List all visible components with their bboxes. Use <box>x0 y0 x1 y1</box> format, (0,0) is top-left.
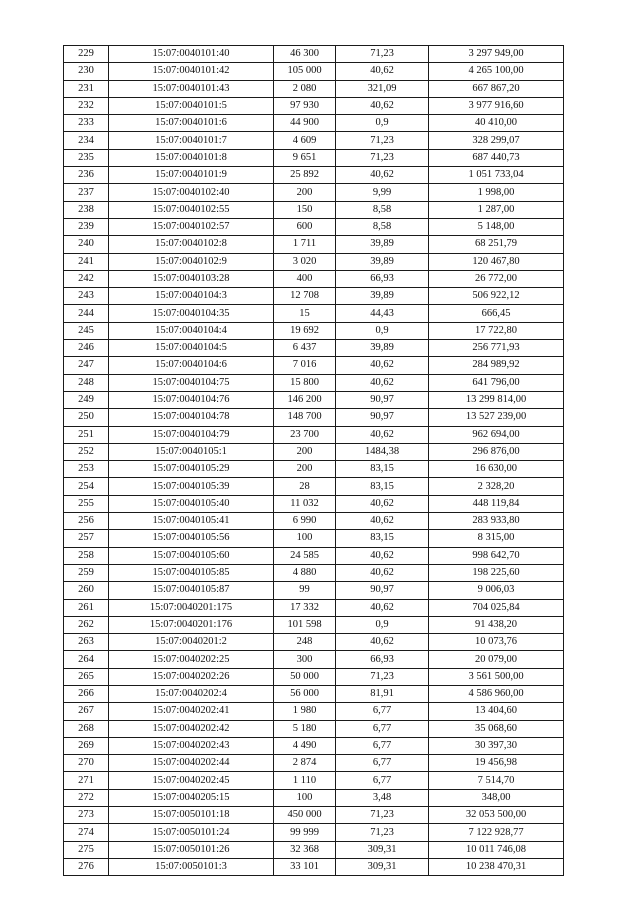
value-cell: 13 299 814,00 <box>429 391 564 408</box>
area-cell: 150 <box>274 201 336 218</box>
area-cell: 4 609 <box>274 132 336 149</box>
area-cell: 5 180 <box>274 720 336 737</box>
row-number-cell: 274 <box>64 824 109 841</box>
value-cell: 687 440,73 <box>429 149 564 166</box>
value-cell: 448 119,84 <box>429 495 564 512</box>
cadastral-number-cell: 15:07:0040101:5 <box>109 97 274 114</box>
value-cell: 17 722,80 <box>429 322 564 339</box>
cadastral-number-cell: 15:07:0040102:40 <box>109 184 274 201</box>
value-cell: 1 998,00 <box>429 184 564 201</box>
row-number-cell: 253 <box>64 461 109 478</box>
table-row <box>64 685 564 702</box>
table-row <box>64 288 564 305</box>
area-cell: 6 437 <box>274 340 336 357</box>
table-row <box>64 97 564 114</box>
rate-cell: 71,23 <box>336 824 429 841</box>
row-number-cell: 232 <box>64 97 109 114</box>
table-row <box>64 357 564 374</box>
table-row <box>64 858 564 875</box>
rate-cell: 9,99 <box>336 184 429 201</box>
cadastral-number-cell: 15:07:0040104:5 <box>109 340 274 357</box>
rate-cell: 8,58 <box>336 201 429 218</box>
table-row <box>64 391 564 408</box>
cadastral-number-cell: 15:07:0050101:18 <box>109 807 274 824</box>
value-cell: 30 397,30 <box>429 737 564 754</box>
row-number-cell: 262 <box>64 616 109 633</box>
area-cell: 1 711 <box>274 236 336 253</box>
rate-cell: 39,89 <box>336 236 429 253</box>
row-number-cell: 235 <box>64 149 109 166</box>
rate-cell: 0,9 <box>336 616 429 633</box>
row-number-cell: 237 <box>64 184 109 201</box>
rate-cell: 71,23 <box>336 807 429 824</box>
row-number-cell: 267 <box>64 703 109 720</box>
value-cell: 19 456,98 <box>429 755 564 772</box>
table-row <box>64 478 564 495</box>
area-cell: 28 <box>274 478 336 495</box>
value-cell: 962 694,00 <box>429 426 564 443</box>
table-row <box>64 236 564 253</box>
area-cell: 99 <box>274 582 336 599</box>
cadastral-value-table <box>63 45 564 876</box>
row-number-cell: 233 <box>64 115 109 132</box>
rate-cell: 71,23 <box>336 668 429 685</box>
cadastral-number-cell: 15:07:0040104:6 <box>109 357 274 374</box>
area-cell: 7 016 <box>274 357 336 374</box>
row-number-cell: 241 <box>64 253 109 270</box>
area-cell: 24 585 <box>274 547 336 564</box>
rate-cell: 39,89 <box>336 253 429 270</box>
row-number-cell: 244 <box>64 305 109 322</box>
cadastral-number-cell: 15:07:0040105:87 <box>109 582 274 599</box>
value-cell: 35 068,60 <box>429 720 564 737</box>
table-row <box>64 547 564 564</box>
rate-cell: 44,43 <box>336 305 429 322</box>
table-row <box>64 513 564 530</box>
cadastral-number-cell: 15:07:0040101:8 <box>109 149 274 166</box>
rate-cell: 6,77 <box>336 755 429 772</box>
value-cell: 348,00 <box>429 789 564 806</box>
cadastral-number-cell: 15:07:0050101:3 <box>109 858 274 875</box>
value-cell: 32 053 500,00 <box>429 807 564 824</box>
table-row <box>64 530 564 547</box>
row-number-cell: 255 <box>64 495 109 512</box>
cadastral-number-cell: 15:07:0040202:43 <box>109 737 274 754</box>
table-row <box>64 772 564 789</box>
table-row <box>64 46 564 63</box>
rate-cell: 40,62 <box>336 167 429 184</box>
rate-cell: 40,62 <box>336 599 429 616</box>
area-cell: 101 598 <box>274 616 336 633</box>
table-row <box>64 132 564 149</box>
area-cell: 1 110 <box>274 772 336 789</box>
area-cell: 600 <box>274 218 336 235</box>
rate-cell: 6,77 <box>336 737 429 754</box>
value-cell: 506 922,12 <box>429 288 564 305</box>
rate-cell: 90,97 <box>336 409 429 426</box>
row-number-cell: 246 <box>64 340 109 357</box>
cadastral-number-cell: 15:07:0040104:76 <box>109 391 274 408</box>
row-number-cell: 230 <box>64 63 109 80</box>
value-cell: 91 438,20 <box>429 616 564 633</box>
area-cell: 200 <box>274 461 336 478</box>
area-cell: 15 <box>274 305 336 322</box>
cadastral-number-cell: 15:07:0040103:28 <box>109 270 274 287</box>
cadastral-number-cell: 15:07:0040105:1 <box>109 443 274 460</box>
value-cell: 5 148,00 <box>429 218 564 235</box>
row-number-cell: 266 <box>64 685 109 702</box>
area-cell: 2 874 <box>274 755 336 772</box>
rate-cell: 81,91 <box>336 685 429 702</box>
cadastral-number-cell: 15:07:0040104:75 <box>109 374 274 391</box>
value-cell: 256 771,93 <box>429 340 564 357</box>
area-cell: 4 490 <box>274 737 336 754</box>
value-cell: 2 328,20 <box>429 478 564 495</box>
rate-cell: 6,77 <box>336 720 429 737</box>
table-row <box>64 582 564 599</box>
rate-cell: 3,48 <box>336 789 429 806</box>
table-row <box>64 115 564 132</box>
rate-cell: 6,77 <box>336 772 429 789</box>
table-row <box>64 616 564 633</box>
value-cell: 284 989,92 <box>429 357 564 374</box>
area-cell: 300 <box>274 651 336 668</box>
rate-cell: 321,09 <box>336 80 429 97</box>
value-cell: 20 079,00 <box>429 651 564 668</box>
area-cell: 450 000 <box>274 807 336 824</box>
row-number-cell: 259 <box>64 564 109 581</box>
row-number-cell: 269 <box>64 737 109 754</box>
rate-cell: 66,93 <box>336 270 429 287</box>
cadastral-number-cell: 15:07:0040104:3 <box>109 288 274 305</box>
row-number-cell: 254 <box>64 478 109 495</box>
value-cell: 704 025,84 <box>429 599 564 616</box>
table-row <box>64 495 564 512</box>
area-cell: 32 368 <box>274 841 336 858</box>
rate-cell: 309,31 <box>336 841 429 858</box>
table-row <box>64 63 564 80</box>
value-cell: 3 561 500,00 <box>429 668 564 685</box>
row-number-cell: 247 <box>64 357 109 374</box>
cadastral-number-cell: 15:07:0040202:26 <box>109 668 274 685</box>
rate-cell: 40,62 <box>336 564 429 581</box>
rate-cell: 309,31 <box>336 858 429 875</box>
row-number-cell: 238 <box>64 201 109 218</box>
value-cell: 16 630,00 <box>429 461 564 478</box>
table-row <box>64 789 564 806</box>
rate-cell: 40,62 <box>336 513 429 530</box>
table-row <box>64 218 564 235</box>
cadastral-number-cell: 15:07:0040101:9 <box>109 167 274 184</box>
table-row <box>64 807 564 824</box>
area-cell: 9 651 <box>274 149 336 166</box>
rate-cell: 90,97 <box>336 391 429 408</box>
table-row <box>64 737 564 754</box>
area-cell: 25 892 <box>274 167 336 184</box>
table-row <box>64 564 564 581</box>
rate-cell: 40,62 <box>336 63 429 80</box>
cadastral-number-cell: 15:07:0050101:24 <box>109 824 274 841</box>
rate-cell: 40,62 <box>336 547 429 564</box>
row-number-cell: 249 <box>64 391 109 408</box>
table-row <box>64 305 564 322</box>
value-cell: 120 467,80 <box>429 253 564 270</box>
cadastral-number-cell: 15:07:0040205:15 <box>109 789 274 806</box>
rate-cell: 40,62 <box>336 634 429 651</box>
cadastral-number-cell: 15:07:0040202:42 <box>109 720 274 737</box>
value-cell: 1 051 733,04 <box>429 167 564 184</box>
row-number-cell: 276 <box>64 858 109 875</box>
value-cell: 10 073,76 <box>429 634 564 651</box>
cadastral-number-cell: 15:07:0040201:176 <box>109 616 274 633</box>
cadastral-number-cell: 15:07:0040104:79 <box>109 426 274 443</box>
value-cell: 1 287,00 <box>429 201 564 218</box>
row-number-cell: 250 <box>64 409 109 426</box>
row-number-cell: 268 <box>64 720 109 737</box>
row-number-cell: 271 <box>64 772 109 789</box>
row-number-cell: 236 <box>64 167 109 184</box>
cadastral-number-cell: 15:07:0040201:175 <box>109 599 274 616</box>
cadastral-number-cell: 15:07:0040105:60 <box>109 547 274 564</box>
table-row <box>64 703 564 720</box>
cadastral-number-cell: 15:07:0040202:41 <box>109 703 274 720</box>
rate-cell: 8,58 <box>336 218 429 235</box>
area-cell: 105 000 <box>274 63 336 80</box>
table-row <box>64 201 564 218</box>
cadastral-number-cell: 15:07:0040202:4 <box>109 685 274 702</box>
cadastral-number-cell: 15:07:0040102:55 <box>109 201 274 218</box>
row-number-cell: 256 <box>64 513 109 530</box>
cadastral-number-cell: 15:07:0040105:39 <box>109 478 274 495</box>
row-number-cell: 264 <box>64 651 109 668</box>
value-cell: 3 977 916,60 <box>429 97 564 114</box>
rate-cell: 71,23 <box>336 132 429 149</box>
rate-cell: 40,62 <box>336 374 429 391</box>
rate-cell: 40,62 <box>336 97 429 114</box>
value-cell: 296 876,00 <box>429 443 564 460</box>
table-row <box>64 755 564 772</box>
rate-cell: 39,89 <box>336 288 429 305</box>
row-number-cell: 239 <box>64 218 109 235</box>
row-number-cell: 275 <box>64 841 109 858</box>
value-cell: 40 410,00 <box>429 115 564 132</box>
area-cell: 100 <box>274 530 336 547</box>
area-cell: 146 200 <box>274 391 336 408</box>
cadastral-number-cell: 15:07:0040101:43 <box>109 80 274 97</box>
table-row <box>64 149 564 166</box>
value-cell: 26 772,00 <box>429 270 564 287</box>
rate-cell: 71,23 <box>336 46 429 63</box>
value-cell: 13 527 239,00 <box>429 409 564 426</box>
table-row <box>64 668 564 685</box>
row-number-cell: 263 <box>64 634 109 651</box>
area-cell: 6 990 <box>274 513 336 530</box>
area-cell: 2 080 <box>274 80 336 97</box>
table-row <box>64 443 564 460</box>
cadastral-number-cell: 15:07:0040201:2 <box>109 634 274 651</box>
area-cell: 1 980 <box>274 703 336 720</box>
area-cell: 50 000 <box>274 668 336 685</box>
value-cell: 10 238 470,31 <box>429 858 564 875</box>
table-row <box>64 184 564 201</box>
area-cell: 23 700 <box>274 426 336 443</box>
row-number-cell: 251 <box>64 426 109 443</box>
area-cell: 11 032 <box>274 495 336 512</box>
rate-cell: 39,89 <box>336 340 429 357</box>
table-row <box>64 824 564 841</box>
area-cell: 33 101 <box>274 858 336 875</box>
rate-cell: 40,62 <box>336 495 429 512</box>
rate-cell: 6,77 <box>336 703 429 720</box>
rate-cell: 83,15 <box>336 530 429 547</box>
area-cell: 148 700 <box>274 409 336 426</box>
area-cell: 19 692 <box>274 322 336 339</box>
row-number-cell: 245 <box>64 322 109 339</box>
table-row <box>64 841 564 858</box>
value-cell: 667 867,20 <box>429 80 564 97</box>
value-cell: 10 011 746,08 <box>429 841 564 858</box>
table-row <box>64 270 564 287</box>
table-body <box>64 46 564 876</box>
cadastral-number-cell: 15:07:0040105:29 <box>109 461 274 478</box>
cadastral-number-cell: 15:07:0040105:40 <box>109 495 274 512</box>
area-cell: 3 020 <box>274 253 336 270</box>
value-cell: 4 586 960,00 <box>429 685 564 702</box>
value-cell: 4 265 100,00 <box>429 63 564 80</box>
cadastral-number-cell: 15:07:0040101:6 <box>109 115 274 132</box>
value-cell: 7 514,70 <box>429 772 564 789</box>
value-cell: 68 251,79 <box>429 236 564 253</box>
value-cell: 641 796,00 <box>429 374 564 391</box>
value-cell: 283 933,80 <box>429 513 564 530</box>
row-number-cell: 265 <box>64 668 109 685</box>
rate-cell: 40,62 <box>336 426 429 443</box>
value-cell: 3 297 949,00 <box>429 46 564 63</box>
table-row <box>64 720 564 737</box>
table-row <box>64 253 564 270</box>
cadastral-number-cell: 15:07:0040101:7 <box>109 132 274 149</box>
row-number-cell: 243 <box>64 288 109 305</box>
rate-cell: 0,9 <box>336 115 429 132</box>
value-cell: 8 315,00 <box>429 530 564 547</box>
rate-cell: 90,97 <box>336 582 429 599</box>
table-row <box>64 599 564 616</box>
cadastral-number-cell: 15:07:0040101:42 <box>109 63 274 80</box>
cadastral-number-cell: 15:07:0040202:25 <box>109 651 274 668</box>
area-cell: 15 800 <box>274 374 336 391</box>
value-cell: 13 404,60 <box>429 703 564 720</box>
value-cell: 198 225,60 <box>429 564 564 581</box>
table-row <box>64 167 564 184</box>
area-cell: 12 708 <box>274 288 336 305</box>
row-number-cell: 257 <box>64 530 109 547</box>
value-cell: 7 122 928,77 <box>429 824 564 841</box>
table-row <box>64 322 564 339</box>
cadastral-number-cell: 15:07:0040105:85 <box>109 564 274 581</box>
row-number-cell: 273 <box>64 807 109 824</box>
row-number-cell: 260 <box>64 582 109 599</box>
area-cell: 200 <box>274 443 336 460</box>
area-cell: 97 930 <box>274 97 336 114</box>
area-cell: 46 300 <box>274 46 336 63</box>
area-cell: 200 <box>274 184 336 201</box>
cadastral-number-cell: 15:07:0050101:26 <box>109 841 274 858</box>
row-number-cell: 240 <box>64 236 109 253</box>
area-cell: 17 332 <box>274 599 336 616</box>
rate-cell: 66,93 <box>336 651 429 668</box>
area-cell: 100 <box>274 789 336 806</box>
cadastral-number-cell: 15:07:0040102:57 <box>109 218 274 235</box>
table-row <box>64 409 564 426</box>
cadastral-number-cell: 15:07:0040202:44 <box>109 755 274 772</box>
row-number-cell: 242 <box>64 270 109 287</box>
table-row <box>64 374 564 391</box>
table-row <box>64 651 564 668</box>
row-number-cell: 252 <box>64 443 109 460</box>
row-number-cell: 248 <box>64 374 109 391</box>
row-number-cell: 270 <box>64 755 109 772</box>
value-cell: 9 006,03 <box>429 582 564 599</box>
rate-cell: 0,9 <box>336 322 429 339</box>
area-cell: 56 000 <box>274 685 336 702</box>
value-cell: 998 642,70 <box>429 547 564 564</box>
row-number-cell: 272 <box>64 789 109 806</box>
rate-cell: 83,15 <box>336 478 429 495</box>
cadastral-number-cell: 15:07:0040105:41 <box>109 513 274 530</box>
table-row <box>64 426 564 443</box>
rate-cell: 40,62 <box>336 357 429 374</box>
cadastral-number-cell: 15:07:0040101:40 <box>109 46 274 63</box>
value-cell: 666,45 <box>429 305 564 322</box>
table-row <box>64 461 564 478</box>
rate-cell: 1484,38 <box>336 443 429 460</box>
value-cell: 328 299,07 <box>429 132 564 149</box>
row-number-cell: 234 <box>64 132 109 149</box>
cadastral-number-cell: 15:07:0040104:4 <box>109 322 274 339</box>
table-row <box>64 634 564 651</box>
rate-cell: 83,15 <box>336 461 429 478</box>
table-row <box>64 80 564 97</box>
area-cell: 4 880 <box>274 564 336 581</box>
cadastral-number-cell: 15:07:0040105:56 <box>109 530 274 547</box>
area-cell: 400 <box>274 270 336 287</box>
cadastral-number-cell: 15:07:0040102:9 <box>109 253 274 270</box>
area-cell: 44 900 <box>274 115 336 132</box>
cadastral-number-cell: 15:07:0040104:35 <box>109 305 274 322</box>
row-number-cell: 261 <box>64 599 109 616</box>
row-number-cell: 231 <box>64 80 109 97</box>
cadastral-number-cell: 15:07:0040104:78 <box>109 409 274 426</box>
row-number-cell: 258 <box>64 547 109 564</box>
table-row <box>64 340 564 357</box>
cadastral-number-cell: 15:07:0040202:45 <box>109 772 274 789</box>
cadastral-number-cell: 15:07:0040102:8 <box>109 236 274 253</box>
area-cell: 248 <box>274 634 336 651</box>
area-cell: 99 999 <box>274 824 336 841</box>
rate-cell: 71,23 <box>336 149 429 166</box>
row-number-cell: 229 <box>64 46 109 63</box>
